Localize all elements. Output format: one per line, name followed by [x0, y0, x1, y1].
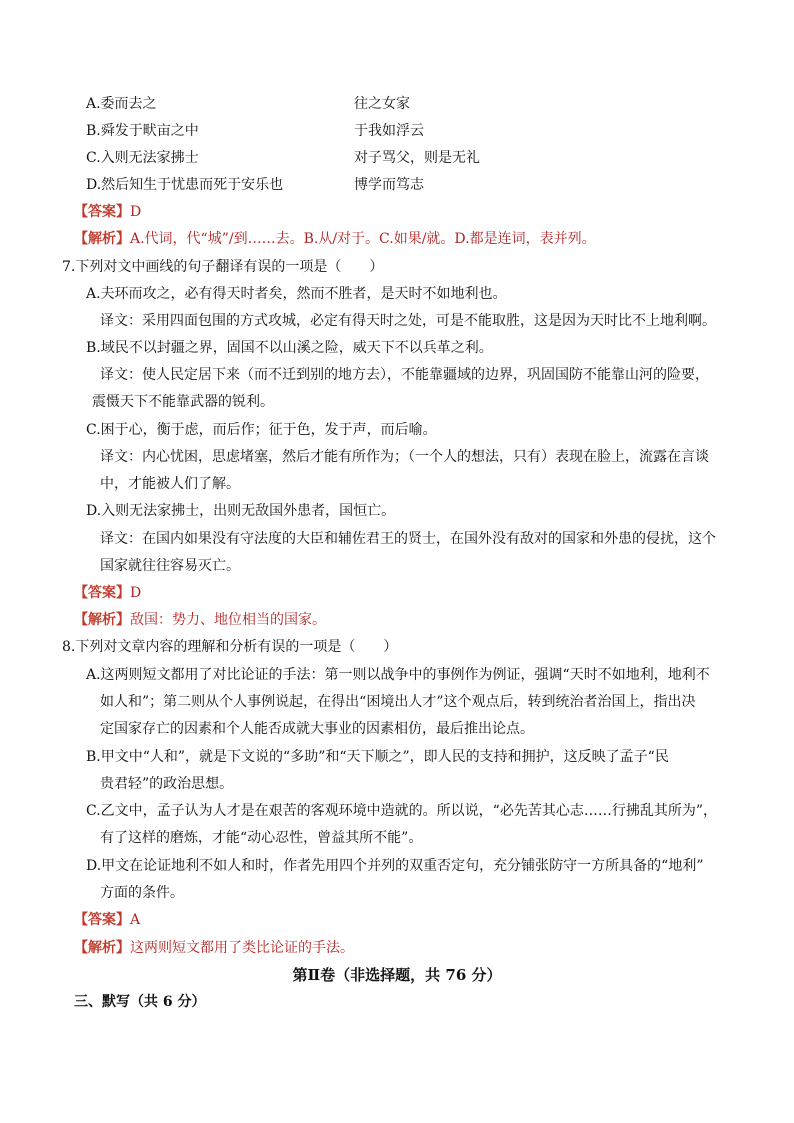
answer-value: D: [130, 585, 142, 601]
q8-line: D.甲文在论证地利不如人和时，作者先用四个并列的双重否定句，充分铺张防守一方所具备的“地利”: [86, 858, 704, 874]
analysis-text: 这两则短文都用了类比论证的手法。: [130, 940, 354, 956]
q7-stem: 7.下列对文中画线的句子翻译有误的一项是（ ）: [62, 259, 384, 275]
q6-option-d-left: D.然后知生于忧患而死于安乐也: [86, 177, 284, 193]
q8-stem: 8.下列对文章内容的理解和分析有误的一项是（ ）: [62, 639, 398, 655]
q6-answer: [74, 203, 141, 221]
q8-line: C.乙文中，孟子认为人才是在艰苦的客观环境中造就的。所以说，“必先苦其心志……行拂乱其所为”，: [86, 803, 717, 819]
analysis-tag: 【解析】: [74, 231, 130, 247]
q6-option-d-right: 博学而笃志: [354, 177, 424, 193]
analysis-tag: 【解析】: [74, 612, 130, 628]
q8-line: 方面的条件。: [100, 885, 184, 901]
q7-answer: [74, 584, 141, 602]
answer-value: A: [130, 912, 141, 928]
analysis-text: 敌国：势力、地位相当的国家。: [130, 612, 326, 628]
section-3-title: 三、默写（共 6 分）: [74, 994, 206, 1010]
q8-line: 定国家存亡的因素和个人能否成就大事业的因素相仿，最后推出论点。: [100, 721, 534, 737]
q7-line: C.困于心，衡于虑，而后作；征于色，发于声，而后喻。: [86, 422, 437, 438]
q7-line: 国家就往往容易灭亡。: [100, 558, 240, 574]
q7-line: A.夫环而攻之，必有得天时者矣，然而不胜者，是天时不如地利也。: [86, 286, 507, 302]
q7-line: B.域民不以封疆之界，固国不以山溪之险，威天下不以兵革之利。: [86, 340, 493, 356]
q8-line: 有了这样的磨炼，才能“动心忍性，曾益其所不能”。: [100, 830, 423, 846]
q6-option-b-right: 于我如浮云: [354, 123, 424, 139]
analysis-text: A.代词，代“城”/到……去。B.从/对于。C.如果/就。D.都是连词，表并列。: [130, 231, 596, 247]
q7-line: D.入则无法家拂士，出则无敌国外患者，国恒亡。: [86, 503, 396, 519]
analysis-tag: 【解析】: [74, 940, 130, 956]
q7-line: 译文：在国内如果没有守法度的大臣和辅佐君王的贤士，在国外没有敌对的国家和外患的侵扰，这个: [100, 531, 716, 547]
q8-answer: [74, 911, 140, 929]
section-ii-title: 第Ⅱ卷（非选择题，共 76 分）: [292, 966, 502, 984]
q6-option-a-left: A.委而去之: [86, 96, 157, 112]
answer-tag: 【答案】: [74, 585, 130, 601]
q7-line: 中，才能被人们了解。: [100, 476, 240, 492]
q6-option-b-left: B.舜发于畎亩之中: [86, 123, 199, 139]
answer-tag: 【答案】: [74, 204, 130, 220]
q6-option-c-right: 对子骂父，则是无礼: [354, 150, 480, 166]
q7-line: 震慑天下不能靠武器的锐利。: [92, 394, 274, 410]
q6-option-a-right: 往之女家: [354, 96, 410, 112]
q7-line: 译文：使人民定居下来（而不迁到别的地方去），不能靠疆域的边界，巩固国防不能靠山河的险要，: [100, 367, 709, 383]
q8-line: 如人和”；第二则从个人事例说起，在得出“困境出人才”这个观点后，转到统治者治国上，指出决: [100, 694, 696, 710]
q8-line: B.甲文中“人和”，就是下文说的“多助”和“天下顺之”，即人民的支持和拥护，这反映了孟子“民: [86, 749, 669, 765]
q6-option-c-left: C.入则无法家拂士: [86, 150, 199, 166]
q8-line: 贵君轻”的政治思想。: [100, 776, 234, 792]
q7-line: 译文：采用四面包围的方式攻城，必定有得天时之处，可是不能取胜，这是因为天时比不上地利啊。: [100, 313, 716, 329]
q8-analysis: [74, 939, 354, 957]
q7-analysis: [74, 611, 326, 629]
q8-line: A.这两则短文都用了对比论证的手法：第一则以战争中的事例作为例证，强调“天时不如地利，地利不: [86, 667, 710, 683]
q6-analysis: [74, 230, 596, 248]
answer-value: D: [130, 204, 142, 220]
answer-tag: 【答案】: [74, 912, 130, 928]
q7-line: 译文：内心忧困，思虑堵塞，然后才能有所作为；（一个人的想法，只有）表现在脸上，流露在言谈: [100, 449, 709, 465]
